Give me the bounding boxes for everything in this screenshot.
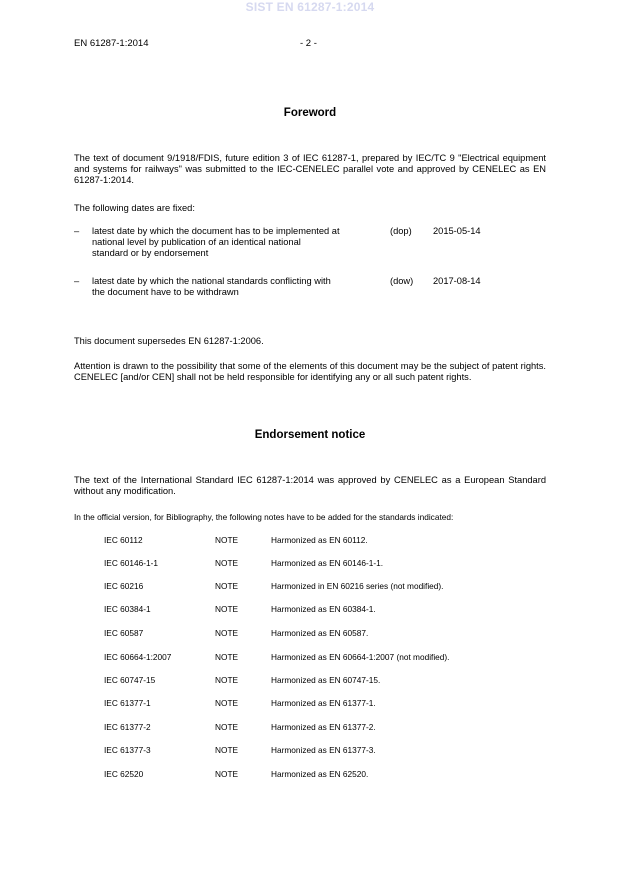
date-value-dop: 2015-05-14	[433, 226, 481, 236]
supersedes-text: This document supersedes EN 61287-1:2006.	[74, 336, 264, 346]
standard-cell: IEC 60664-1:2007	[104, 652, 172, 662]
standard-cell: IEC 61377-2	[104, 722, 151, 732]
standard-cell: IEC 62520	[104, 769, 144, 779]
note-text-cell: Harmonized as EN 60747-15.	[271, 675, 381, 685]
note-label-cell: NOTE	[215, 698, 239, 708]
date-abbr-dow: (dow)	[390, 276, 414, 286]
note-label-cell: NOTE	[215, 604, 239, 614]
foreword-intro: The text of document 9/1918/FDIS, future edition 3 of IEC 61287-1, prepared by IEC/TC 9 "Electrical equipment and systems for railways" was submitted to the IEC-CENELEC parallel vote and approved by CENELEC as EN 61287-1:2014.	[74, 153, 546, 185]
table-row	[0, 675, 620, 687]
table-row	[0, 722, 620, 734]
table-row	[0, 652, 620, 664]
foreword-title: Foreword	[283, 107, 337, 119]
standard-cell: IEC 60587	[104, 628, 144, 638]
standard-cell: IEC 60384-1	[104, 604, 151, 614]
standard-cell: IEC 61377-1	[104, 698, 151, 708]
note-text-cell: Harmonized in EN 60216 series (not modified).	[271, 581, 444, 591]
note-text-cell: Harmonized as EN 60664-1:2007 (not modified).	[271, 652, 450, 662]
date-description-dow	[92, 276, 382, 298]
note-text-cell: Harmonized as EN 61377-1.	[271, 698, 376, 708]
standard-cell: IEC 60146-1-1	[104, 558, 158, 568]
table-row	[0, 769, 620, 781]
note-text-cell: Harmonized as EN 60112.	[271, 535, 368, 545]
date-desc-line: standard or by endorsement	[92, 248, 209, 258]
watermark: SIST EN 61287-1:2014	[245, 0, 375, 14]
dates-intro: The following dates are fixed:	[74, 203, 195, 213]
standard-cell: IEC 60112	[104, 535, 143, 545]
standard-cell: IEC 60216	[104, 581, 144, 591]
header-doc-id: EN 61287-1:2014	[74, 38, 149, 49]
standard-cell: IEC 61377-3	[104, 745, 151, 755]
date-value-dow: 2017-08-14	[433, 276, 481, 286]
note-label-cell: NOTE	[215, 675, 239, 685]
note-text-cell: Harmonized as EN 61377-2.	[271, 722, 376, 732]
note-text-cell: Harmonized as EN 60587.	[271, 628, 369, 638]
endorsement-text: The text of the International Standard IEC 61287-1:2014 was approved by CENELEC as a European Standard without any modification.	[74, 475, 546, 496]
note-text-cell: Harmonized as EN 60146-1-1.	[271, 558, 384, 568]
note-label-cell: NOTE	[215, 581, 239, 591]
table-row	[0, 745, 620, 757]
note-text-cell: Harmonized as EN 62520.	[271, 769, 369, 779]
note-text-cell: Harmonized as EN 60384-1.	[271, 604, 376, 614]
date-desc-line: latest date by which the national standards conflicting with	[92, 276, 331, 286]
note-label-cell: NOTE	[215, 628, 239, 638]
note-label-cell: NOTE	[215, 558, 239, 568]
attention-text: Attention is drawn to the possibility that some of the elements of this document may be the subject of patent rights. CENELEC [and/or CEN] shall not be held responsible for identifying any or all such patent rights.	[74, 361, 546, 382]
date-desc-line: national level by publication of an identical national	[92, 237, 301, 247]
date-desc-line: latest date by which the document has to be implemented at	[92, 226, 340, 236]
note-text-cell: Harmonized as EN 61377-3.	[271, 745, 376, 755]
date-description-dop	[92, 226, 382, 259]
table-row	[0, 698, 620, 710]
date-dash: –	[74, 226, 80, 236]
note-label-cell: NOTE	[215, 769, 239, 779]
date-abbr-dop: (dop)	[390, 226, 412, 236]
note-label-cell: NOTE	[215, 745, 239, 755]
date-dash: –	[74, 276, 80, 286]
page-number: - 2 -	[300, 38, 317, 49]
table-row	[0, 535, 620, 547]
table-row	[0, 558, 620, 570]
note-label-cell: NOTE	[215, 722, 239, 732]
standard-cell: IEC 60747-15	[104, 675, 156, 685]
official-version-note: In the official version, for Bibliography, the following notes have to be added for the standards indicated:	[74, 512, 454, 522]
endorsement-title: Endorsement notice	[254, 429, 366, 441]
note-label-cell: NOTE	[215, 535, 239, 545]
table-row	[0, 604, 620, 616]
date-desc-line: the document have to be withdrawn	[92, 287, 239, 297]
note-label-cell: NOTE	[215, 652, 239, 662]
table-row	[0, 628, 620, 640]
table-row	[0, 581, 620, 593]
